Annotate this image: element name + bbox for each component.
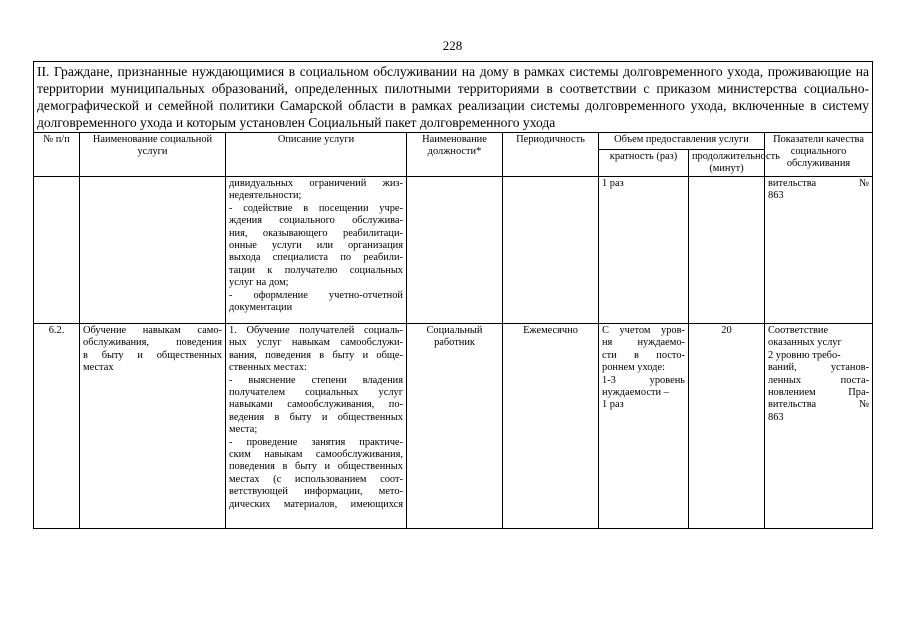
text-line: выхода специалиста по реабили- bbox=[229, 252, 403, 264]
text-line: сти в посто- bbox=[602, 349, 685, 361]
text-line: дических материалов, имеющихся bbox=[229, 498, 403, 510]
text-line: ждения социального обслужива- bbox=[229, 215, 403, 227]
cell-position bbox=[407, 177, 503, 324]
header-num: № п/п bbox=[34, 133, 80, 177]
text-line: новлением Пра- bbox=[768, 387, 870, 398]
cell-periodicity: Ежемесячно bbox=[503, 324, 599, 529]
header-duration: продолжительность (минут) bbox=[689, 150, 765, 177]
text-line: местах bbox=[83, 362, 114, 374]
cell-quality bbox=[765, 324, 873, 529]
text-line: Соответствие bbox=[768, 325, 829, 336]
text-line: ственных местах: bbox=[229, 362, 307, 374]
cell-duration: 20 bbox=[689, 324, 765, 529]
text-line: нуждаемости – bbox=[602, 386, 669, 398]
header-quality: Показатели качества социального обслуживания bbox=[765, 133, 873, 177]
text-line: 863 bbox=[768, 411, 784, 423]
text-line: тации к получателю социальных bbox=[229, 264, 403, 276]
text-line: - выяснение степени владения bbox=[229, 374, 403, 386]
section-heading: II. Граждане, признанные нуждающимися в социальном обслуживании на дому в рамках системы долговременного ухода, проживающие на территории муниципальных образований, определенных пилотными территориями в соответствии с приказом министерства социально-демографической и семейной политики Самарской области в рамках реализации системы долговременного ухода, включенные в систему долговременного ухода и которым установлен Социальный пакет долговременного ухода bbox=[34, 62, 873, 133]
text-line: 1 раз bbox=[602, 399, 624, 411]
text-line: ных услуг навыкам самообслужи- bbox=[229, 337, 403, 349]
cell-description bbox=[226, 324, 407, 529]
text-line: Обучение навыкам само- bbox=[83, 325, 222, 336]
cell-duration bbox=[689, 177, 765, 324]
text-line: услуг на дом; bbox=[229, 277, 289, 289]
text-line: вительства № bbox=[768, 178, 870, 189]
header-service-name: Наименование социальной услуги bbox=[80, 133, 226, 177]
page-number: 228 bbox=[442, 38, 463, 53]
cell-num bbox=[34, 177, 80, 324]
text-line: роннем уходе: bbox=[602, 362, 665, 374]
cell-description bbox=[226, 177, 407, 324]
text-line: документации bbox=[229, 301, 293, 313]
header-position: Наименование должности* bbox=[407, 133, 503, 177]
header-periodicity: Периодичность bbox=[503, 133, 599, 177]
cell-frequency bbox=[599, 324, 689, 529]
table-row bbox=[34, 324, 873, 529]
header-description: Описание услуги bbox=[226, 133, 407, 177]
text-line: ленных поста- bbox=[768, 374, 870, 386]
text-line: получателем социальных услуг bbox=[229, 386, 403, 398]
text-line: 863 bbox=[768, 190, 784, 202]
cell-service-name bbox=[80, 324, 226, 529]
text-line: ским навыкам самообслуживания, bbox=[229, 448, 403, 460]
cell-num: 6.2. bbox=[34, 324, 80, 529]
services-table bbox=[33, 61, 873, 529]
text-line: поведения в быту и общественных bbox=[229, 461, 403, 473]
text-line: 1-3 уровень bbox=[602, 374, 685, 386]
text-line: навыками самообслуживания, по- bbox=[229, 399, 403, 411]
cell-service-name bbox=[80, 177, 226, 324]
cell-periodicity bbox=[503, 177, 599, 324]
text-line: онные услуги или организация bbox=[229, 239, 403, 251]
text-line: ня нуждаемо- bbox=[602, 337, 685, 349]
text-line: местах (с использованием соот- bbox=[229, 473, 403, 485]
section-heading-row bbox=[34, 62, 873, 133]
text-line: 2 уровню требо- bbox=[768, 349, 841, 361]
text-line: вания, поведения в быту и обще- bbox=[229, 349, 403, 361]
text-line: вительства № bbox=[768, 399, 870, 411]
text-line: Социальный bbox=[426, 325, 483, 336]
text-line: недеятельности; bbox=[229, 190, 302, 202]
header-row bbox=[34, 133, 873, 150]
text-line: - проведение занятия практиче- bbox=[229, 436, 403, 448]
text-line: обслуживания, поведения bbox=[83, 337, 222, 349]
cell-position bbox=[407, 324, 503, 529]
text-line: 1. Обучение получателей социаль- bbox=[229, 325, 403, 336]
text-line: оказанных услуг bbox=[768, 337, 842, 349]
cell-frequency: 1 раз bbox=[599, 177, 689, 324]
table-row bbox=[34, 177, 873, 324]
text-line: - содействие в посещении учре- bbox=[229, 202, 403, 214]
text-line: дивидуальных ограничений жиз- bbox=[229, 178, 403, 189]
header-frequency: кратность (раз) bbox=[599, 150, 689, 177]
text-line: ваний, установ- bbox=[768, 362, 870, 374]
cell-quality bbox=[765, 177, 873, 324]
text-line: С учетом уров- bbox=[602, 325, 685, 336]
text-line: ния, оказывающего реабилитаци- bbox=[229, 227, 403, 239]
text-line: ведения в быту и общественных bbox=[229, 411, 403, 423]
text-line: работник bbox=[434, 337, 475, 349]
text-line: в быту и общественных bbox=[83, 349, 222, 361]
header-volume-group: Объем предоставления услуги bbox=[599, 133, 765, 150]
text-line: места; bbox=[229, 424, 258, 436]
text-line: - оформление учетно-отчетной bbox=[229, 289, 403, 301]
text-line: ветствующей информации, мето- bbox=[229, 486, 403, 498]
